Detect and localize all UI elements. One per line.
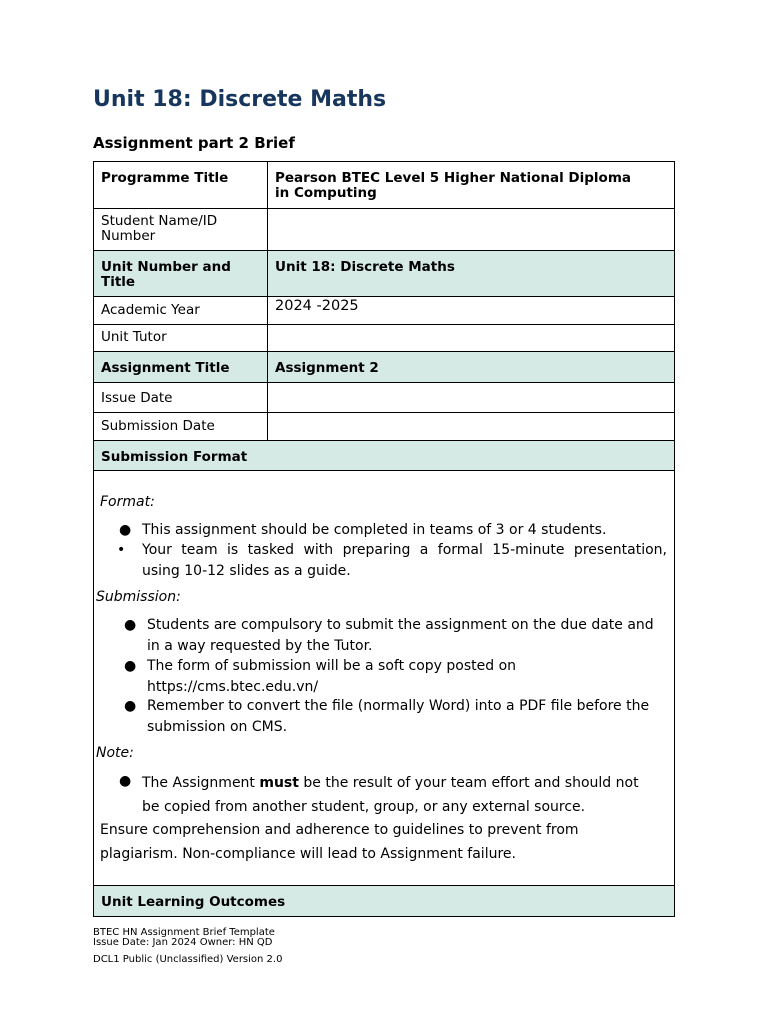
assignment-info-table: [93, 161, 675, 917]
format-bullet-2: [142, 540, 667, 582]
note-bullet: [142, 771, 639, 819]
academic-year-value: 2024 -2025: [268, 297, 675, 325]
sub-bullet-1-line1: Students are compulsory to submit the assignment on the due date and: [147, 617, 654, 633]
plagiarism-note: [100, 818, 579, 866]
row-submission-format-header: [94, 441, 675, 471]
sub-bullet-3-line2: submission on CMS.: [147, 718, 288, 735]
student-name-value: [268, 209, 675, 251]
sub-bullet-3: [147, 696, 649, 737]
student-name-label: [94, 209, 268, 251]
unit-tutor-value: [268, 325, 675, 352]
note-line2: be copied from another student, group, or any external source.: [142, 799, 586, 815]
plagiarism-note-line2: plagiarism. Non-compliance will lead to Assignment failure.: [100, 846, 516, 862]
bullet-icon: ●: [119, 522, 132, 538]
sub-bullet-1: [147, 615, 654, 656]
note-line1: [142, 771, 639, 795]
sub-bullet-3-line1: Remember to convert the file (normally Word) into a PDF file before the: [147, 698, 650, 714]
programme-title-value: [268, 162, 675, 209]
row-academic-year: [94, 297, 675, 325]
student-name-label-line1: Student Name/ID: [101, 213, 218, 229]
format-bullet-1: This assignment should be completed in teams of 3 or 4 students.: [142, 522, 607, 538]
unit-number-label-line1: Unit Number and: [101, 259, 231, 275]
issue-date-value: [268, 383, 675, 413]
format-bullet-2-line1: Your team is tasked with preparing a formal 15-minute presentation,: [142, 542, 667, 558]
submission-heading: Submission:: [96, 589, 181, 605]
note-post-text: be the result of your team effort and should not: [298, 775, 639, 791]
note-emphasis: must: [259, 775, 299, 791]
unit-number-label: [94, 251, 268, 297]
format-bullet-2-line2: using 10-12 slides as a guide.: [142, 563, 351, 579]
programme-title-value-line1: Pearson BTEC Level 5 Higher National Diploma: [275, 170, 632, 186]
academic-year-label: Academic Year: [94, 297, 268, 325]
plagiarism-note-line1: Ensure comprehension and adherence to guidelines to prevent from: [100, 822, 579, 838]
row-issue-date: [94, 383, 675, 413]
bullet-icon: ●: [124, 617, 137, 633]
sub-bullet-2-line1: The form of submission will be a soft copy posted on: [147, 658, 517, 674]
unit-number-value: Unit 18: Discrete Maths: [268, 251, 675, 297]
issue-date-label: Issue Date: [94, 383, 268, 413]
bullet-icon: •: [117, 542, 126, 558]
submission-format-heading: Submission Format: [94, 441, 675, 471]
programme-title-value-line2: in Computing: [275, 185, 377, 201]
row-learning-outcomes-header: [94, 886, 675, 917]
sub-bullet-2: [147, 656, 516, 697]
bullet-icon: ●: [124, 698, 137, 714]
row-programme-title: [94, 162, 675, 209]
note-heading: Note:: [96, 745, 134, 761]
footer-template-name: BTEC HN Assignment Brief Template: [93, 927, 275, 938]
note-pre-text: The Assignment: [142, 775, 260, 791]
row-unit-tutor: [94, 325, 675, 352]
assignment-title-value: Assignment 2: [268, 352, 675, 383]
bullet-icon: ●: [119, 773, 132, 789]
assignment-title-label: Assignment Title: [94, 352, 268, 383]
page-title: Unit 18: Discrete Maths: [93, 87, 387, 112]
sub-bullet-1-line2: in a way requested by the Tutor.: [147, 637, 373, 654]
submission-date-value: [268, 413, 675, 441]
sub-bullet-2-line2: https://cms.btec.edu.vn/: [147, 678, 319, 695]
bullet-icon: ●: [124, 658, 137, 674]
footer-classification: DCL1 Public (Unclassified) Version 2.0: [93, 954, 283, 965]
unit-tutor-label: Unit Tutor: [94, 325, 268, 352]
format-heading: Format:: [100, 494, 155, 510]
student-name-label-line2: Number: [101, 228, 156, 244]
learning-outcomes-heading: Unit Learning Outcomes: [94, 886, 675, 917]
submission-format-content: [94, 471, 675, 886]
brief-title: Assignment part 2 Brief: [93, 134, 295, 152]
submission-date-label: Submission Date: [94, 413, 268, 441]
row-submission-date: [94, 413, 675, 441]
unit-number-label-line2: Title: [101, 274, 136, 290]
row-unit-number: [94, 251, 675, 297]
row-student-name: [94, 209, 675, 251]
row-submission-format-body: [94, 471, 675, 886]
row-assignment-title: [94, 352, 675, 383]
footer-issue-owner: Issue Date: Jan 2024 Owner: HN QD: [93, 937, 273, 948]
programme-title-label: Programme Title: [94, 162, 268, 209]
